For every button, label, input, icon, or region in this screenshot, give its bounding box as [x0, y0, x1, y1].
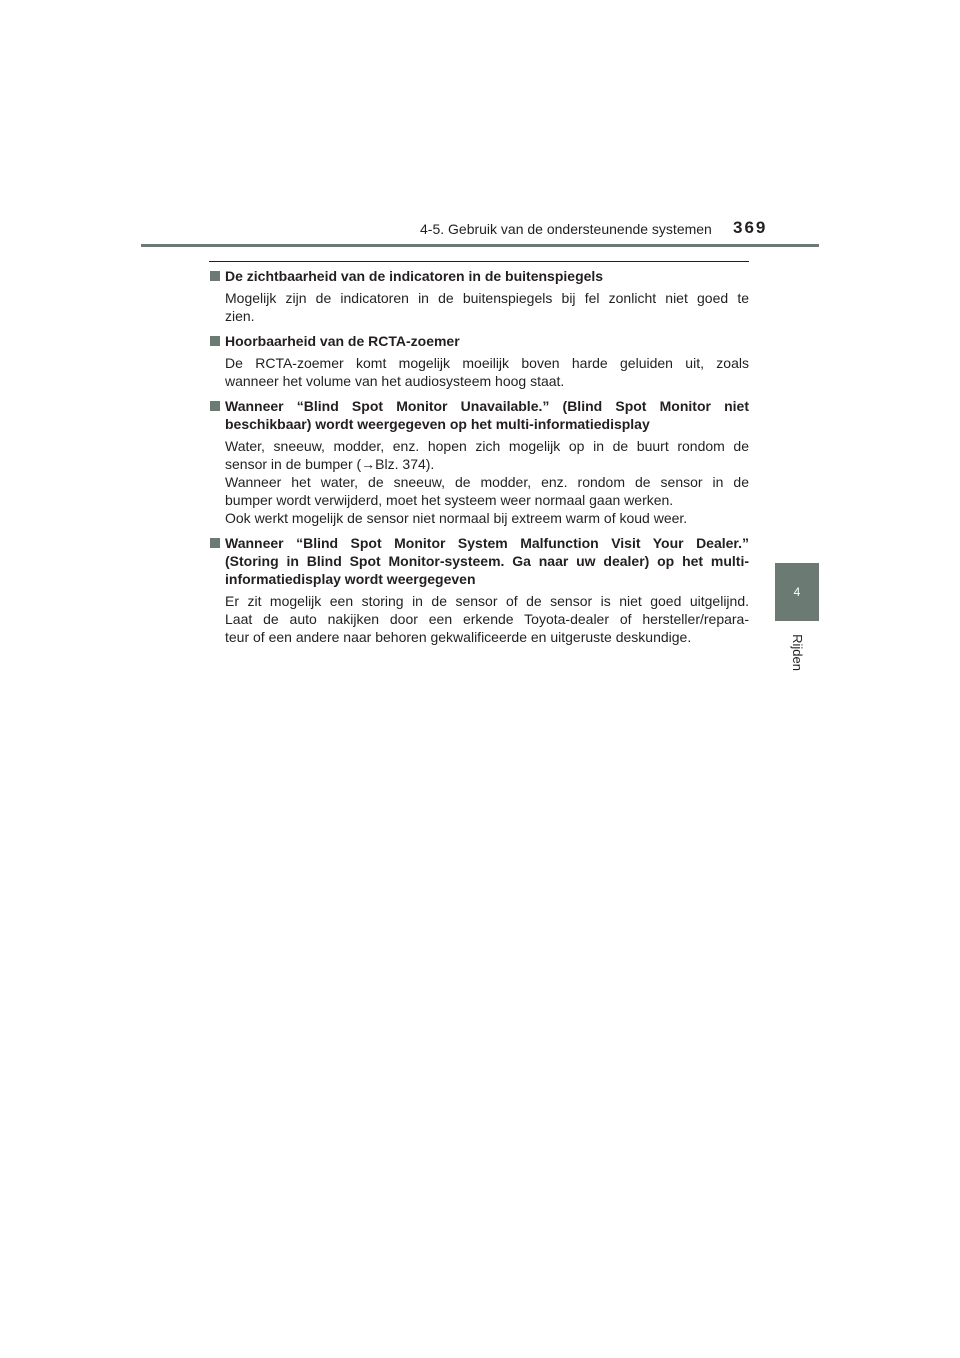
- body-line: Laat de auto nakijken door een erkende Toyota-dealer of hersteller/repara-: [225, 611, 749, 627]
- body-line: Water, sneeuw, modder, enz. hopen zich mogelijk op in de buurt rondom de: [225, 438, 749, 454]
- square-bullet-icon: [210, 401, 220, 411]
- section-heading: [209, 397, 749, 433]
- section-monitor-unavailable: [209, 397, 749, 527]
- square-bullet-icon: [210, 336, 220, 346]
- heading-line: Wanneer “Blind Spot Monitor Unavailable.” (Blind Spot Monitor niet: [225, 398, 749, 414]
- heading-line: (Storing in Blind Spot Monitor-systeem. Ga naar uw dealer) op het multi-: [225, 553, 749, 569]
- section-body: [209, 354, 749, 390]
- body-line: Mogelijk zijn de indicatoren in de buitenspiegels bij fel zonlicht niet goed te: [225, 290, 749, 306]
- body-line: bumper wordt verwijderd, moet het systeem weer normaal gaan werken.: [225, 492, 674, 508]
- heading-line: informatiedisplay wordt weergegeven: [225, 571, 476, 587]
- body-line: Wanneer het water, de sneeuw, de modder, enz. rondom de sensor in de: [225, 474, 749, 490]
- body-line: Ook werkt mogelijk de sensor niet normaal bij extreem warm of koud weer.: [225, 510, 688, 526]
- body-line: wanneer het volume van het audiosysteem hoog staat.: [225, 373, 565, 389]
- header-rule: [141, 244, 819, 247]
- header-section-title: 4-5. Gebruik van de ondersteunende systemen: [420, 221, 712, 237]
- content: [209, 267, 749, 653]
- chapter-number: 4: [793, 585, 801, 599]
- section-system-malfunction: [209, 534, 749, 646]
- body-line: Er zit mogelijk een storing in de sensor of de sensor is niet goed uitgelijnd.: [225, 593, 749, 609]
- page-number: 369: [733, 218, 768, 237]
- chapter-tab: [775, 563, 819, 621]
- square-bullet-icon: [210, 271, 220, 281]
- section-body: [209, 592, 749, 646]
- square-bullet-icon: [210, 538, 220, 548]
- heading-line: beschikbaar) wordt weergegeven op het multi-informatiedisplay: [225, 416, 650, 432]
- heading-line: De zichtbaarheid van de indicatoren in de buitenspiegels: [225, 268, 604, 284]
- section-mirror-indicators: [209, 267, 749, 325]
- chapter-label: [780, 631, 814, 673]
- chapter-label-text: Rijden: [789, 633, 805, 671]
- section-heading: [209, 267, 749, 285]
- heading-line: Hoorbaarheid van de RCTA-zoemer: [225, 333, 460, 349]
- body-line: De RCTA-zoemer komt mogelijk moeilijk boven harde geluiden uit, zoals: [225, 355, 749, 371]
- body-line: zien.: [225, 308, 255, 324]
- body-line: teur of een andere naar behoren gekwalificeerde en uitgeruste deskundige.: [225, 629, 692, 645]
- section-body: [209, 437, 749, 527]
- section-heading: [209, 534, 749, 588]
- section-heading: [209, 332, 749, 350]
- section-body: [209, 289, 749, 325]
- heading-line: Wanneer “Blind Spot Monitor System Malfunction Visit Your Dealer.”: [225, 535, 749, 551]
- content-rule: [209, 261, 749, 262]
- section-rcta-buzzer: [209, 332, 749, 390]
- body-line: sensor in de bumper (→Blz. 374).: [225, 456, 435, 472]
